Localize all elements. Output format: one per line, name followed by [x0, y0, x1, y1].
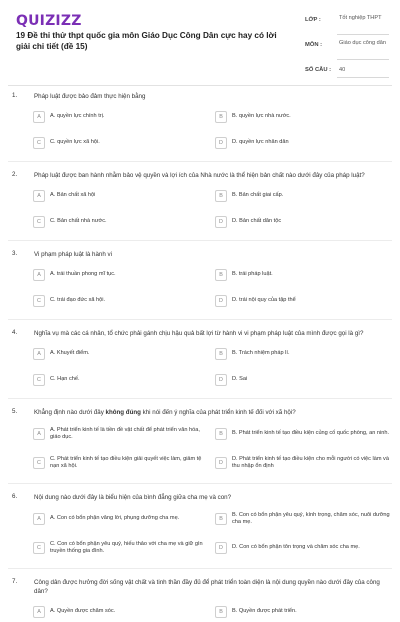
option-text: C. Con có bổn phận yêu quý, hiếu thảo với cha mẹ và giữ gìn truyền thống gia đình.	[50, 540, 203, 554]
question-text: Nghĩa vụ mà các cá nhân, tổ chức phải gánh chịu hậu quả bất lợi từ hành vi vi phạm pháp luật của mình được gọi là gì?	[34, 330, 364, 337]
option-text: B. Bản chất giai cấp.	[232, 191, 284, 198]
option-text: A. Quyền được chăm sóc.	[50, 607, 116, 614]
worksheet-header	[0, 0, 400, 82]
option-a[interactable]	[33, 422, 203, 446]
option-badge: A	[33, 111, 45, 123]
question-list	[0, 92, 400, 622]
grade-value: Tốt nghiệp THPT	[339, 15, 382, 21]
option-d[interactable]	[215, 536, 390, 560]
question-separator	[8, 161, 392, 162]
option-text: D. quyền lực nhân dân	[232, 138, 289, 145]
option-row	[0, 211, 400, 232]
option-text: B. trái pháp luật.	[232, 270, 273, 277]
option-text: B. Phát triển kinh tế tạo điều kiện củng cố quốc phòng, an ninh.	[232, 430, 390, 437]
option-b[interactable]	[215, 507, 390, 531]
option-row	[0, 343, 400, 364]
question-item	[0, 329, 400, 399]
question-text-part: Khẳng định nào dưới đây	[34, 409, 106, 416]
option-b[interactable]	[215, 422, 390, 446]
option-row	[0, 507, 400, 531]
option-d[interactable]	[215, 451, 390, 475]
option-badge: C	[33, 457, 45, 469]
option-text: A. Bản chất xã hội	[50, 191, 96, 198]
option-badge: A	[33, 348, 45, 360]
option-c[interactable]	[33, 211, 203, 232]
option-a[interactable]	[33, 601, 203, 622]
question-item	[0, 250, 400, 320]
question-number: 1.	[12, 92, 18, 99]
header-divider	[8, 85, 392, 86]
option-c[interactable]	[33, 369, 203, 390]
question-text: Vi phạm pháp luật là hành vi	[34, 251, 112, 258]
option-badge: D	[215, 542, 227, 554]
option-b[interactable]	[215, 601, 390, 622]
option-badge: B	[215, 606, 227, 618]
option-d[interactable]	[215, 369, 390, 390]
option-text: A. Khuyết điểm.	[50, 349, 90, 356]
option-text: B. Con có bổn phận yêu quý, kính trọng, chăm sóc, nuôi dưỡng cha mẹ.	[232, 511, 390, 525]
option-text: C. Phát triển kinh tế tạo điều kiện giải quyết việc làm, giảm tệ nạn xã hội.	[50, 455, 202, 469]
option-text: C. Hạn chế.	[50, 375, 80, 382]
option-a[interactable]	[33, 507, 203, 531]
quizizz-logo: QUIZIZZ	[16, 13, 82, 29]
option-b[interactable]	[215, 106, 390, 127]
question-count-label: SỐ CÂU :	[305, 67, 332, 73]
worksheet-title: 19 Đề thi thử thpt quốc gia môn Giáo Dục Công Dân cực hay có lời giải chi tiết (đề 15)	[16, 31, 277, 51]
option-badge: C	[33, 374, 45, 386]
option-badge: B	[215, 111, 227, 123]
question-number: 3.	[12, 250, 18, 257]
option-text: D. Sai	[232, 375, 248, 382]
subject-value: Giáo dục công dân	[339, 40, 386, 46]
option-c[interactable]	[33, 290, 203, 311]
question-number: 4.	[12, 329, 18, 336]
count-underline	[337, 77, 389, 78]
option-row	[0, 185, 400, 206]
question-text-emphasis: không đúng	[105, 409, 141, 416]
option-text: D. Phát triển kinh tế tạo điều kiện cho mỗi người có việc làm và thu nhập ổn định	[232, 455, 389, 469]
question-number: 2.	[12, 171, 18, 178]
question-number: 5.	[12, 408, 18, 415]
subject-label: MÔN :	[305, 42, 323, 48]
question-text: Pháp luật được bảo đảm thực hiện bằng	[34, 93, 146, 100]
option-badge: D	[215, 137, 227, 149]
question-item	[0, 171, 400, 241]
option-badge: A	[33, 269, 45, 281]
option-text: D. trái nội quy của tập thể	[232, 296, 296, 303]
grade-underline	[337, 34, 389, 35]
option-b[interactable]	[215, 264, 390, 285]
option-badge: D	[215, 374, 227, 386]
question-item	[0, 408, 400, 484]
subject-underline	[337, 59, 389, 60]
option-text: A. Con có bổn phận vâng lời, phụng dưỡng cha mẹ.	[50, 515, 180, 522]
question-item	[0, 493, 400, 569]
option-badge: A	[33, 190, 45, 202]
option-d[interactable]	[215, 132, 390, 153]
option-badge: B	[215, 348, 227, 360]
option-text: A. trái thuần phong mĩ tục.	[50, 270, 116, 277]
option-b[interactable]	[215, 185, 390, 206]
question-text-part: khi nói đến ý nghĩa của phát triển kinh tế đối với xã hội?	[140, 409, 296, 416]
option-row	[0, 451, 400, 475]
question-text	[34, 408, 386, 417]
question-number: 7.	[12, 578, 18, 585]
option-badge: B	[215, 428, 227, 440]
option-row	[0, 536, 400, 560]
option-badge: C	[33, 295, 45, 307]
option-row	[0, 290, 400, 311]
question-separator	[8, 240, 392, 241]
option-text: B. Quyền được phát triển.	[232, 607, 297, 614]
option-badge: B	[215, 190, 227, 202]
option-c[interactable]	[33, 536, 203, 560]
option-badge: A	[33, 513, 45, 525]
option-a[interactable]	[33, 106, 203, 127]
option-c[interactable]	[33, 132, 203, 153]
question-separator	[8, 398, 392, 399]
option-badge: A	[33, 428, 45, 440]
question-item	[0, 92, 400, 162]
question-text: Công dân được hưởng đời sống vật chất và tinh thần đầy đủ để phát triển toàn diện là nội dung quyền nào dưới đây của công dân?	[34, 579, 380, 595]
option-text: A. Phát triển kinh tế là tiền đề vật chất để phát triển văn hóa, giáo dục.	[50, 426, 200, 440]
option-b[interactable]	[215, 343, 390, 364]
option-badge: C	[33, 216, 45, 228]
option-text: D. Bản chất dân tộc	[232, 217, 282, 224]
option-badge: A	[33, 606, 45, 618]
option-row	[0, 132, 400, 153]
option-text: B. Trách nhiệm pháp lí.	[232, 349, 290, 356]
question-separator	[8, 483, 392, 484]
option-text: A. quyền lực chính trị.	[50, 112, 105, 119]
option-a[interactable]	[33, 343, 203, 364]
question-number: 6.	[12, 493, 18, 500]
option-text: C. Bản chất nhà nước.	[50, 217, 107, 224]
question-separator	[8, 319, 392, 320]
option-d[interactable]	[215, 211, 390, 232]
option-a[interactable]	[33, 264, 203, 285]
question-separator	[8, 568, 392, 569]
question-item	[0, 578, 400, 622]
option-text: C. trái đạo đức xã hội.	[50, 296, 106, 303]
option-row	[0, 422, 400, 446]
option-c[interactable]	[33, 451, 203, 475]
option-text: C. quyền lực xã hội.	[50, 138, 100, 145]
question-text: Pháp luật được ban hành nhằm bảo vệ quyền và lợi ích của Nhà nước là thể hiện bản chất nào dưới đây của pháp luật?	[34, 172, 365, 179]
option-text: D. Con có bổn phận tôn trọng và chăm sóc cha mẹ.	[232, 544, 360, 551]
option-badge: C	[33, 137, 45, 149]
option-badge: C	[33, 542, 45, 554]
question-text: Nội dung nào dưới đây là biểu hiện của bình đẳng giữa cha mẹ và con?	[34, 494, 232, 501]
option-text: B. quyền lực nhà nước.	[232, 112, 291, 119]
option-badge: D	[215, 457, 227, 469]
option-a[interactable]	[33, 185, 203, 206]
option-row	[0, 106, 400, 127]
option-badge: B	[215, 513, 227, 525]
option-row	[0, 369, 400, 390]
option-d[interactable]	[215, 290, 390, 311]
grade-label: LỚP :	[305, 17, 321, 23]
option-row	[0, 601, 400, 622]
question-count-value: 40	[339, 67, 346, 73]
option-badge: B	[215, 269, 227, 281]
option-row	[0, 264, 400, 285]
option-badge: D	[215, 216, 227, 228]
option-badge: D	[215, 295, 227, 307]
